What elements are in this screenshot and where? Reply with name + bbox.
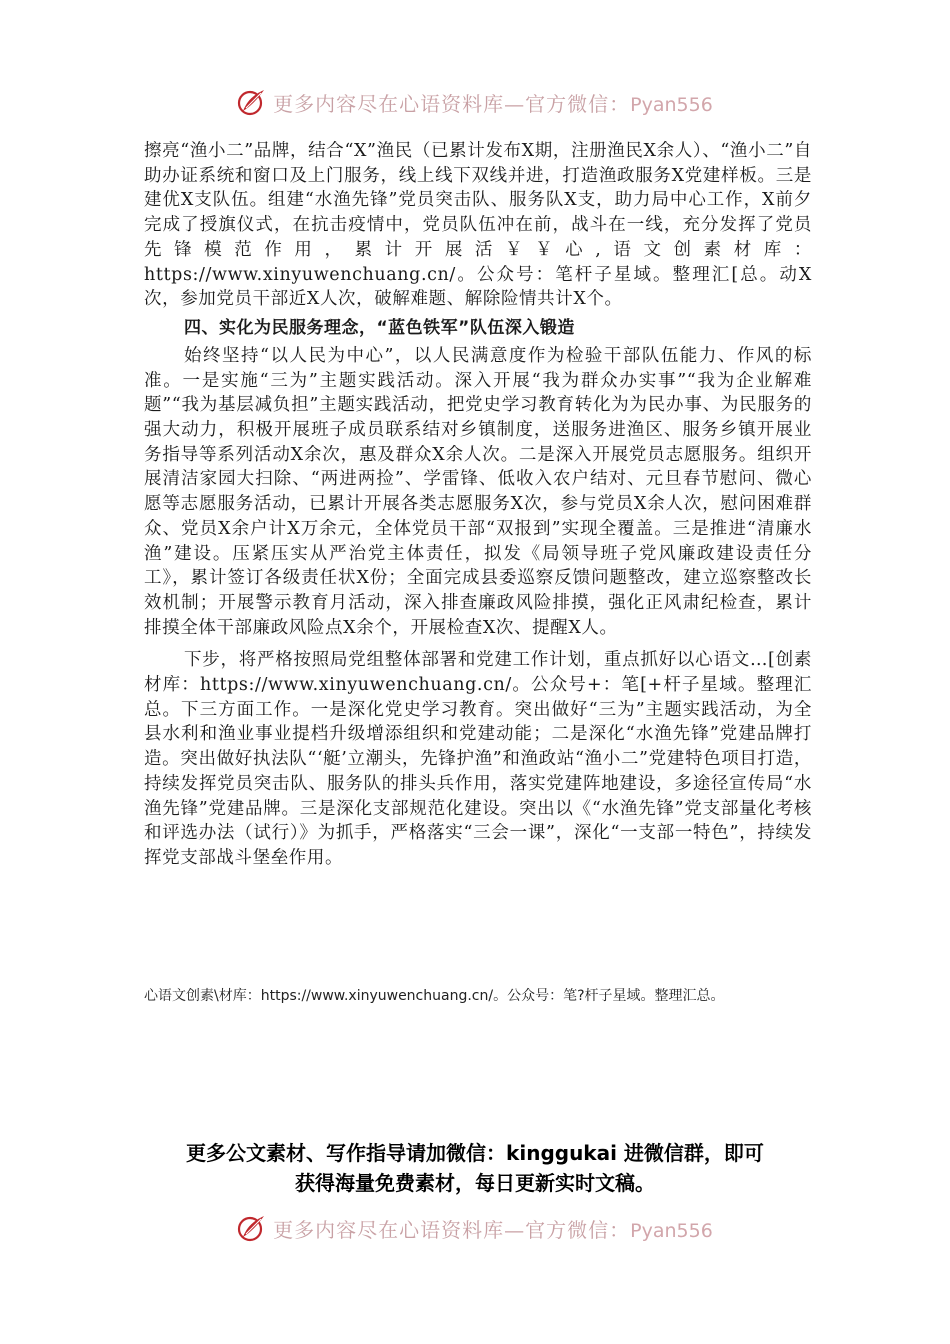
banner-text — [273, 1214, 713, 1243]
banner-wechat-id: Pyan556 — [630, 93, 713, 116]
body-paragraph-3: 下步，将严格按照局党组整体部署和党建工作计划，重点抓好以心语文…[创素材库：https://www.xinyuwenchuang.cn/。公众号+：笔[+杆子星域。整理汇总。下三方面工作。一是深化党史学习教育。突出做好“三为”主题实践活动，为全县水利和渔业事业提档升级增添组织和党建动能；二是深化“水渔先锋”党建品牌打造。突出做好执法队“‘艇’立潮头，先锋护渔”和渔政站“渔小二”党建特色项目打造，持续发挥党员突击队、服务队的排头兵作用，落实党建阵地建设，多途径宣传局“水渔先锋”党建品牌。三是深化支部规范化建设。突出以《“水渔先锋”党支部量化考核和评选办法（试行）》为抓手，严格落实“三会一课”，深化“一支部一特色”，持续发挥党支部战斗堡垒作用。 — [144, 650, 812, 868]
quill-logo-icon — [237, 87, 267, 117]
document-body — [144, 139, 812, 871]
promo-block — [0, 1138, 950, 1198]
promo-line-2: 获得海量免费素材，每日更新实时文稿。 — [295, 1171, 655, 1195]
footer-banner — [0, 1208, 950, 1248]
banner-wechat-id: Pyan556 — [630, 1219, 713, 1242]
banner-label: 更多内容尽在心语资料库—官方微信： — [273, 1217, 631, 1242]
banner-label: 更多内容尽在心语资料库—官方微信： — [273, 91, 631, 116]
section-heading-4: 四、实化为民服务理念，“蓝色铁军”队伍深入锻造 — [184, 317, 575, 338]
banner-text — [273, 88, 713, 117]
promo-line-1: 更多公文素材、写作指导请加微信：kinggukai 进微信群，即可 — [186, 1141, 764, 1165]
quill-logo-icon — [237, 1213, 267, 1243]
source-note: 心语文创素\材库：https://www.xinyuwenchuang.cn/。公众号：笔?杆子星域。整理汇总。 — [144, 988, 725, 1004]
body-paragraph-2: 始终坚持“以人民为中心”，以人民满意度作为检验干部队伍能力、作风的标准。一是实施“三为”主题实践活动。深入开展“我为群众办实事”“我为企业解难题”“我为基层减负担”主题实践活动，把党史学习教育转化为为民办事、为民服务的强大动力，积极开展班子成员联系结对乡镇制度，送服务进渔区、服务乡镇开展业务指导等系列活动X余次，惠及群众X余人次。二是深入开展党员志愿服务。组织开展清洁家园大扫除、“两进两捡”、学雷锋、低收入农户结对、元旦春节慰问、微心愿等志愿服务活动，已累计开展各类志愿服务X次，参与党员X余人次，慰问困难群众、党员X余户计X万余元，全体党员干部“双报到”实现全覆盖。三是推进“清廉水渔”建设。压紧压实从严治党主体责任，拟发《局领导班子党风廉政建设责任分工》，累计签订各级责任状X份；全面完成县委巡察反馈问题整改，建立巡察整改长效机制；开展警示教育月活动，深入排查廉政风险排摸，强化正风肃纪检查，累计排摸全体干部廉政风险点X余个，开展检查X次、提醒X人。 — [144, 345, 812, 638]
body-paragraph-1: 擦亮“渔小二”品牌，结合“X”渔民（已累计发布X期，注册渔民X余人）、“渔小二”自助办证系统和窗口及上门服务，线上线下双线并进，打造渔政服务X党建样板。三是建优X支队伍。组建“水渔先锋”党员突击队、服务队X支，助力局中心工作，X前夕完成了授旗仪式，在抗击疫情中，党员队伍冲在前，战斗在一线，充分发挥了党员先锋模范作用，累计开展活￥￥心,语文创素材库：https://www.xinyuwenchuang.cn/。公众号：笔杆子星域。整理汇[总。动X次，参加党员干部近X人次，破解难题、解除险情共计X个。 — [144, 141, 812, 310]
header-banner — [0, 82, 950, 122]
